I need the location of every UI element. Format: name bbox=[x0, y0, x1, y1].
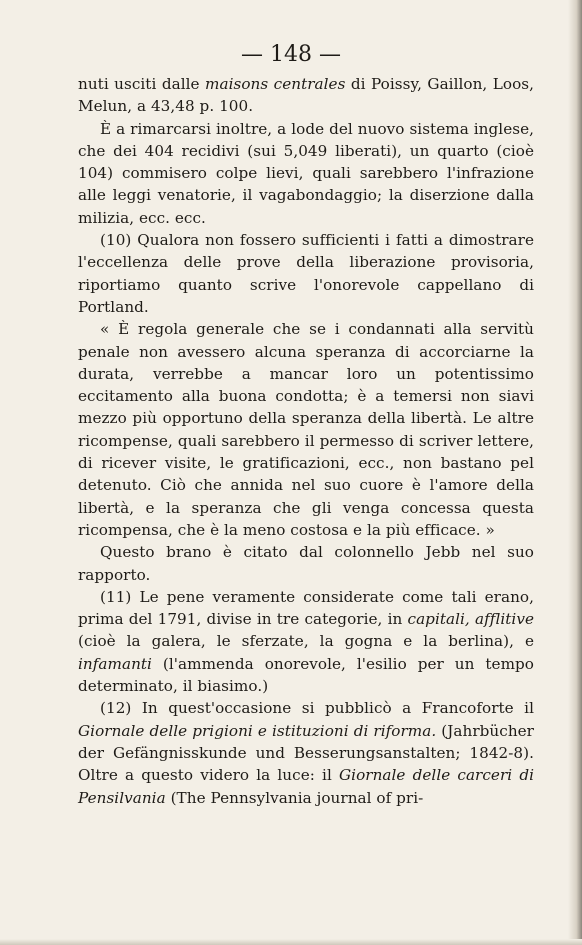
text-segment: nuti usciti dalle bbox=[78, 75, 206, 93]
text-segment: È a rimarcarsi inoltre, a lode del nuovo sistema inglese, che dei 404 recidivi (sui 5,049 liberati), un quarto (cioè 104) commisero colpe lievi, quali sarebbero l'infrazione alle leggi venatorie, il vagabondaggio; la diserzione dalla milizia, ecc. ecc. bbox=[78, 119, 534, 227]
paragraph bbox=[78, 118, 534, 229]
text-segment: (l'ammenda onorevole, l'esilio per un tempo determinato, il biasimo.) bbox=[78, 654, 534, 696]
page-edge-shadow bbox=[568, 0, 582, 945]
footnote-11 bbox=[78, 586, 534, 697]
text-segment: Questo brano è citato dal colonnello Jebb nel suo rapporto. bbox=[78, 543, 534, 584]
paragraph bbox=[78, 73, 534, 118]
italic-text-segment: infamanti bbox=[78, 654, 152, 673]
text-segment: (cioè la galera, le sferzate, la gogna e la berlina), e bbox=[78, 632, 534, 651]
page-body-text bbox=[78, 73, 534, 809]
paragraph bbox=[78, 541, 534, 586]
text-segment: (10) Qualora non fossero sufficienti i fatti a dimostrare l'eccellenza delle prove della liberazione provisoria, riportiamo quanto scrive l'onorevole cappellano di Portland. bbox=[78, 231, 534, 316]
italic-text-segment: Giornale delle prigioni e istituzioni di riforma. bbox=[78, 721, 437, 740]
text-segment: (Jahrbücher der Gefängnisskunde und Besserungsanstalten; 1842-8). Oltre a questo videro la luce: il bbox=[78, 721, 534, 785]
italic-text-segment: maisons centrales bbox=[205, 75, 346, 93]
text-segment: di Poissy, Gaillon, Loos, Melun, a 43,48 p. 100. bbox=[78, 75, 535, 116]
text-segment: (12) In quest'occasione si pubblicò a Francoforte il bbox=[100, 699, 534, 718]
italic-text-segment: Giornale delle carceri di Pensilvania bbox=[78, 766, 534, 807]
text-segment: « È regola generale che se i condannati alla servitù penale non avessero alcuna speranza di accorciarne la durata, verrebbe a mancar loro un potentissimo eccitamento alla buona condotta; è a temersi non siavi mezzo più opportuno della speranza della libertà. Le altre ricompense, quali sarebbero il permesso di scriver lettere, di ricever visite, le gratificazioni, ecc., non bastano pel detenuto. Ciò che annida nel suo cuore è l'amore della libertà, e la speranza che gli venga concessa questa ricompensa, che è la meno costosa e la più efficace. » bbox=[78, 320, 534, 539]
italic-text-segment: capitali, afflitive bbox=[407, 610, 534, 629]
text-segment: (11) Le pene veramente considerate come tali erano, prima del 1791, divise in tre categorie, in bbox=[78, 587, 534, 629]
page-bottom-edge bbox=[0, 939, 582, 945]
footnote-12 bbox=[78, 697, 534, 808]
text-segment: (The Pennsylvania journal of pri- bbox=[165, 788, 424, 807]
quotation-paragraph bbox=[78, 318, 534, 541]
footnote-10 bbox=[78, 229, 534, 318]
page-number-header: — 148 — bbox=[241, 42, 341, 67]
